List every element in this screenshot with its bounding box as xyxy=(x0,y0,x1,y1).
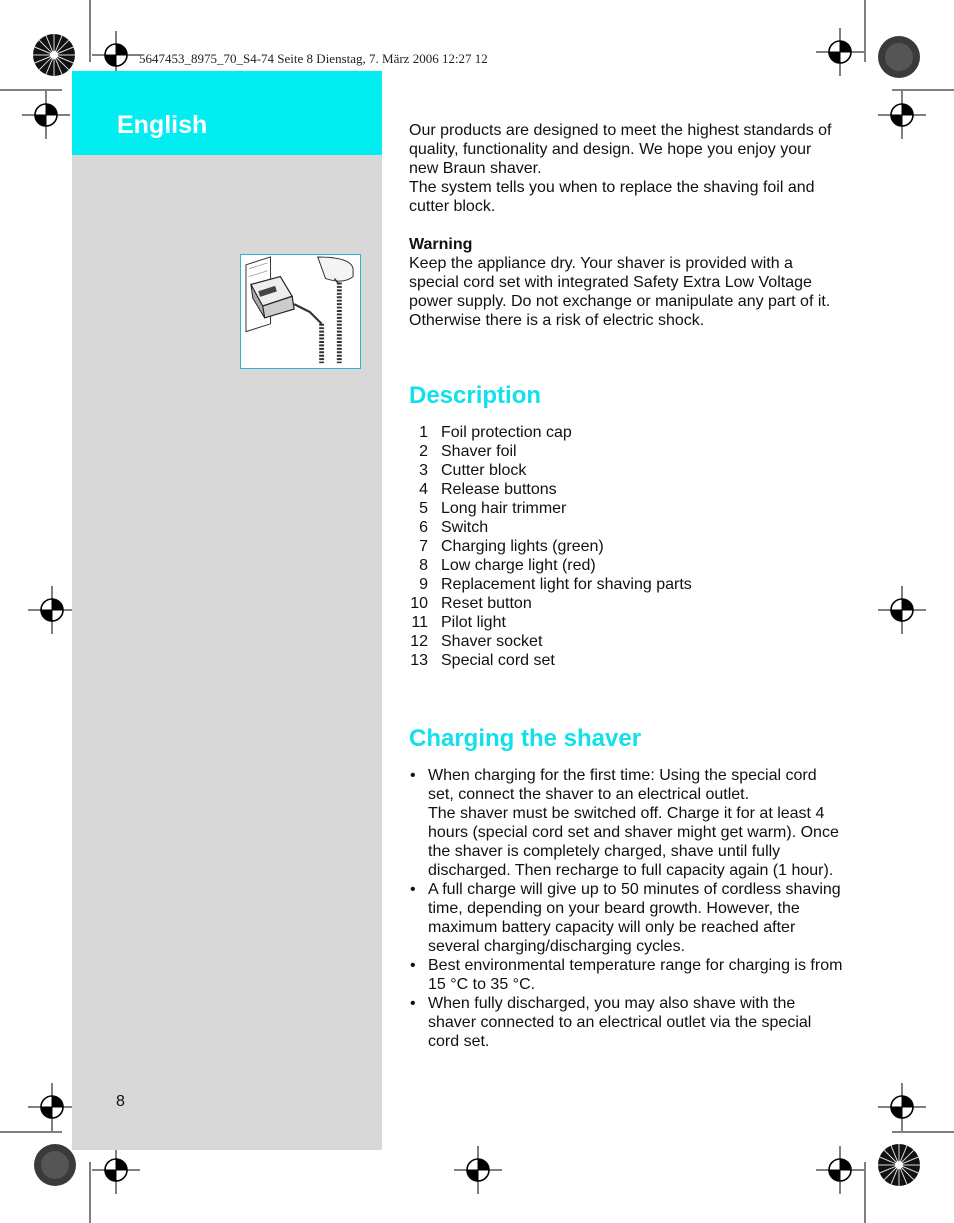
item-number: 13 xyxy=(410,652,428,669)
warning-text: Keep the appliance dry. Your shaver is provided with a special cord set with integrated Safety Extra Low Voltage power supply. Do not exchange or manipulate any part of it. Otherwise there is a risk of electric shock. xyxy=(409,255,831,329)
page-number: 8 xyxy=(116,1093,125,1110)
item-label: Pilot light xyxy=(441,614,506,631)
item-label: Long hair trimmer xyxy=(441,500,567,517)
list-item xyxy=(409,518,844,537)
item-number: 6 xyxy=(419,519,428,536)
item-label: Special cord set xyxy=(441,652,555,669)
bullet-text: A full charge will give up to 50 minutes of cordless shaving time, depending on your beard growth. However, the maximum battery capacity will only be reached after several charging/discharging cycles. xyxy=(428,881,841,955)
charging-heading: Charging the shaver xyxy=(409,725,642,752)
list-item xyxy=(409,994,844,1051)
item-label: Replacement light for shaving parts xyxy=(441,576,692,593)
item-label: Foil protection cap xyxy=(441,424,572,441)
list-item xyxy=(409,651,844,670)
list-item xyxy=(409,442,844,461)
list-item xyxy=(409,423,844,442)
item-number: 4 xyxy=(419,481,428,498)
warning-title: Warning xyxy=(409,236,473,253)
item-label: Shaver foil xyxy=(441,443,517,460)
item-number: 1 xyxy=(419,424,428,441)
list-item xyxy=(409,613,844,632)
bullet-text: When charging for the first time: Using the special cord set, connect the shaver to an electrical outlet. xyxy=(428,767,817,803)
item-number: 5 xyxy=(419,500,428,517)
list-item xyxy=(409,956,844,994)
list-item xyxy=(409,556,844,575)
item-number: 7 xyxy=(419,538,428,555)
sidebar-panel xyxy=(72,71,382,1150)
list-item xyxy=(409,499,844,518)
item-label: Charging lights (green) xyxy=(441,538,604,555)
item-label: Reset button xyxy=(441,595,532,612)
main-content xyxy=(409,121,844,1051)
intro-paragraph: Our products are designed to meet the highest standards of quality, functionality and design. We hope you enjoy your new Braun shaver. xyxy=(409,122,832,177)
list-item xyxy=(409,766,844,880)
charging-list xyxy=(409,766,844,1051)
item-number: 11 xyxy=(411,614,428,631)
item-label: Shaver socket xyxy=(441,633,543,650)
cord-plug-illustration xyxy=(240,254,361,369)
list-item xyxy=(409,537,844,556)
plug-icon xyxy=(241,255,360,368)
item-number: 12 xyxy=(410,633,428,650)
item-number: 3 xyxy=(419,462,428,479)
bullet-text: Best environmental temperature range for charging is from 15 °C to 35 °C. xyxy=(428,957,843,993)
list-item xyxy=(409,594,844,613)
list-item xyxy=(409,480,844,499)
item-number: 10 xyxy=(410,595,428,612)
item-number: 2 xyxy=(419,443,428,460)
bullet-icon: • xyxy=(410,881,416,898)
bullet-text: The shaver must be switched off. Charge it for at least 4 hours (special cord set and shaver might get warm). Once the shaver is completely charged, shave until fully discharged. Then recharge to full capacity again (1 hour). xyxy=(428,805,839,879)
description-heading: Description xyxy=(409,382,542,409)
intro-paragraph: The system tells you when to replace the shaving foil and cutter block. xyxy=(409,179,815,215)
list-item xyxy=(409,575,844,594)
language-title: English xyxy=(117,111,208,139)
print-slug: 5647453_8975_70_S4-74 Seite 8 Dienstag, 7. März 2006 12:27 12 xyxy=(139,51,488,66)
list-item xyxy=(409,880,844,956)
list-item xyxy=(409,632,844,651)
item-number: 9 xyxy=(419,576,428,593)
bullet-icon: • xyxy=(410,957,416,974)
bullet-icon: • xyxy=(410,767,416,784)
bullet-icon: • xyxy=(410,995,416,1012)
item-label: Switch xyxy=(441,519,489,536)
bullet-text: When fully discharged, you may also shave with the shaver connected to an electrical outlet via the special cord set. xyxy=(428,995,812,1050)
item-number: 8 xyxy=(419,557,428,574)
parts-list xyxy=(409,423,844,670)
item-label: Release buttons xyxy=(441,481,557,498)
list-item xyxy=(409,461,844,480)
item-label: Cutter block xyxy=(441,462,527,479)
item-label: Low charge light (red) xyxy=(441,557,596,574)
